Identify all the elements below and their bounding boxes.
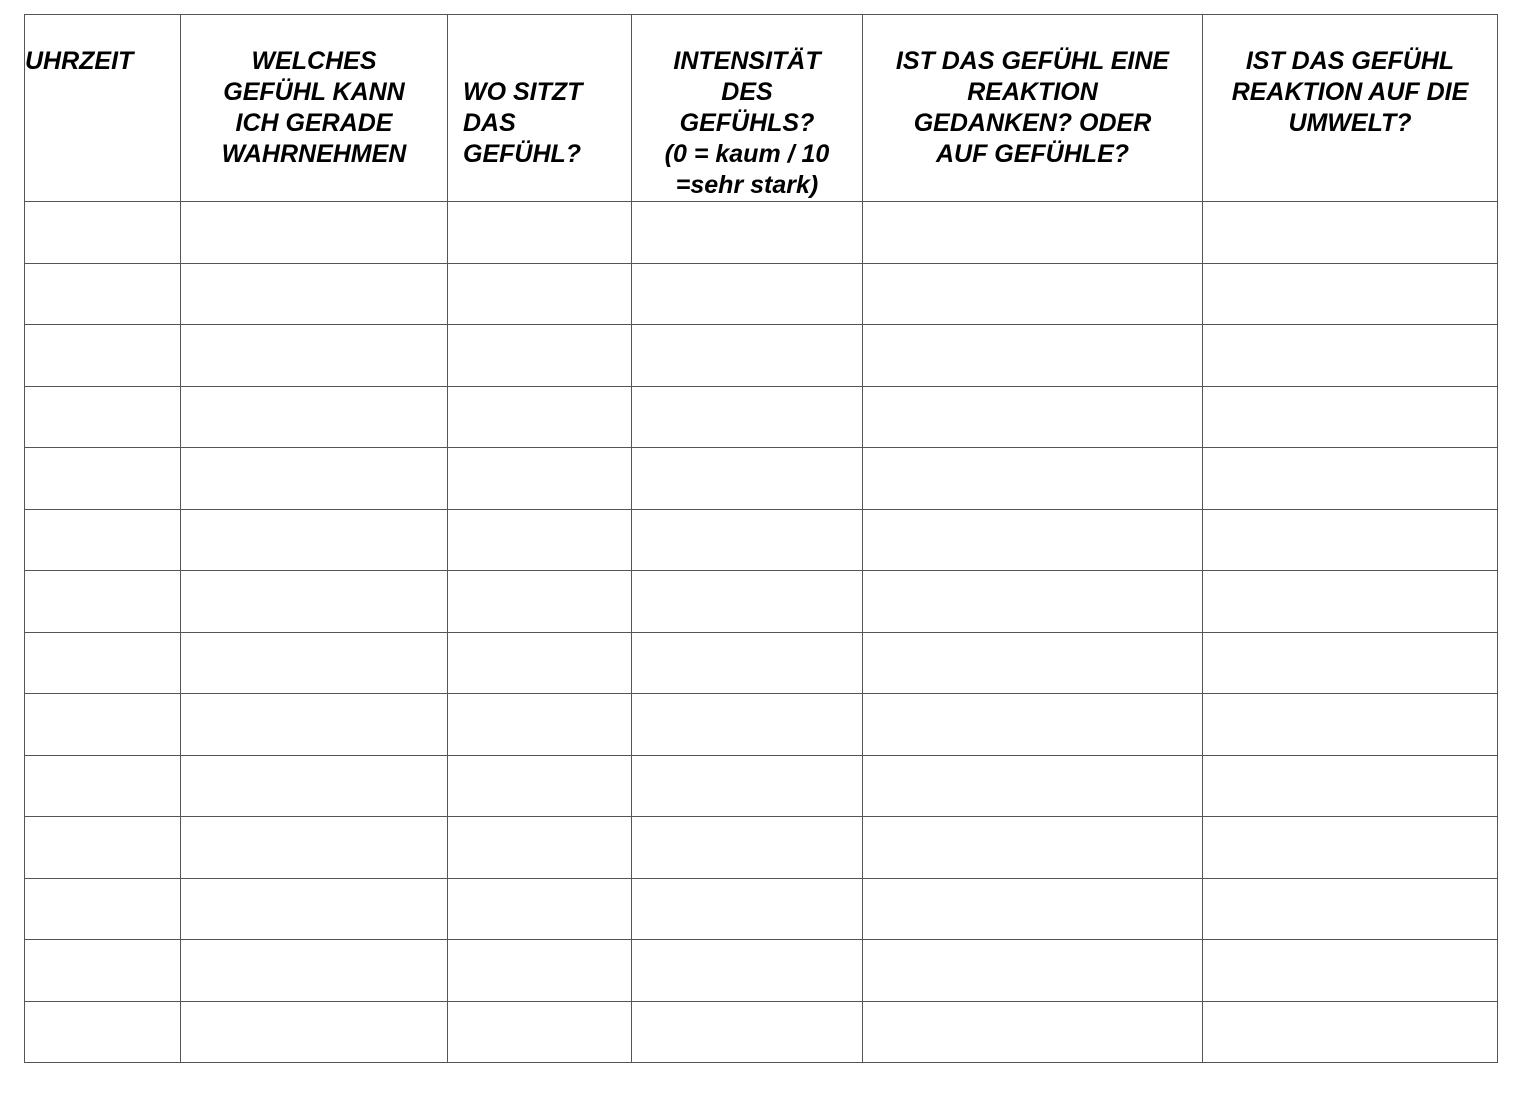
cell-reaktion-gedanken[interactable] (863, 878, 1203, 940)
cell-wo-sitzt[interactable] (448, 817, 632, 879)
cell-intensitaet[interactable] (632, 263, 863, 325)
header-uhrzeit (25, 15, 181, 202)
cell-intensitaet[interactable] (632, 694, 863, 756)
cell-wo-sitzt[interactable] (448, 325, 632, 387)
table-row (25, 817, 1498, 879)
cell-reaktion-umwelt[interactable] (1203, 1001, 1498, 1063)
cell-reaktion-gedanken[interactable] (863, 694, 1203, 756)
cell-reaktion-umwelt[interactable] (1203, 940, 1498, 1002)
cell-reaktion-umwelt[interactable] (1203, 817, 1498, 879)
cell-reaktion-gedanken[interactable] (863, 386, 1203, 448)
table-row (25, 386, 1498, 448)
emotion-tracking-table (24, 14, 1498, 1063)
cell-uhrzeit[interactable] (25, 755, 181, 817)
cell-intensitaet[interactable] (632, 386, 863, 448)
cell-reaktion-umwelt[interactable] (1203, 202, 1498, 264)
cell-intensitaet[interactable] (632, 632, 863, 694)
cell-wo-sitzt[interactable] (448, 386, 632, 448)
cell-welches-gefuehl[interactable] (181, 632, 448, 694)
table-body (25, 202, 1498, 1063)
header-reaktion-umwelt-label: IST DAS GEFÜHL REAKTION AUF DIE UMWELT? (1231, 47, 1469, 137)
cell-uhrzeit[interactable] (25, 940, 181, 1002)
cell-wo-sitzt[interactable] (448, 878, 632, 940)
header-reaktion-gedanken-label: IST DAS GEFÜHL EINE REAKTION GEDANKEN? ODER AUF GEFÜHLE? (895, 47, 1170, 168)
cell-welches-gefuehl[interactable] (181, 1001, 448, 1063)
table-row (25, 940, 1498, 1002)
cell-welches-gefuehl[interactable] (181, 571, 448, 633)
table-row (25, 448, 1498, 510)
header-wo-sitzt-label: WO SITZT DAS GEFÜHL? (463, 78, 583, 168)
cell-welches-gefuehl[interactable] (181, 940, 448, 1002)
cell-uhrzeit[interactable] (25, 878, 181, 940)
cell-reaktion-gedanken[interactable] (863, 202, 1203, 264)
cell-intensitaet[interactable] (632, 448, 863, 510)
cell-wo-sitzt[interactable] (448, 509, 632, 571)
cell-uhrzeit[interactable] (25, 509, 181, 571)
cell-uhrzeit[interactable] (25, 694, 181, 756)
cell-uhrzeit[interactable] (25, 1001, 181, 1063)
cell-welches-gefuehl[interactable] (181, 755, 448, 817)
cell-wo-sitzt[interactable] (448, 694, 632, 756)
table-row (25, 878, 1498, 940)
cell-uhrzeit[interactable] (25, 263, 181, 325)
cell-intensitaet[interactable] (632, 202, 863, 264)
cell-uhrzeit[interactable] (25, 386, 181, 448)
cell-uhrzeit[interactable] (25, 202, 181, 264)
cell-reaktion-umwelt[interactable] (1203, 755, 1498, 817)
cell-reaktion-gedanken[interactable] (863, 325, 1203, 387)
table-row (25, 325, 1498, 387)
cell-uhrzeit[interactable] (25, 571, 181, 633)
cell-reaktion-gedanken[interactable] (863, 817, 1203, 879)
cell-reaktion-gedanken[interactable] (863, 571, 1203, 633)
cell-intensitaet[interactable] (632, 1001, 863, 1063)
header-welches-gefuehl-label: WELCHES GEFÜHL KANN ICH GERADE WAHRNEHMEN (221, 47, 407, 168)
cell-wo-sitzt[interactable] (448, 1001, 632, 1063)
cell-reaktion-umwelt[interactable] (1203, 632, 1498, 694)
cell-intensitaet[interactable] (632, 325, 863, 387)
cell-wo-sitzt[interactable] (448, 202, 632, 264)
cell-reaktion-gedanken[interactable] (863, 632, 1203, 694)
cell-intensitaet[interactable] (632, 878, 863, 940)
header-intensitaet-label: INTENSITÄT DES GEFÜHLS? (0 = kaum / 10 =sehr stark) (664, 47, 830, 199)
cell-wo-sitzt[interactable] (448, 571, 632, 633)
cell-wo-sitzt[interactable] (448, 448, 632, 510)
cell-reaktion-gedanken[interactable] (863, 1001, 1203, 1063)
cell-reaktion-umwelt[interactable] (1203, 325, 1498, 387)
cell-wo-sitzt[interactable] (448, 755, 632, 817)
table-row (25, 755, 1498, 817)
cell-welches-gefuehl[interactable] (181, 263, 448, 325)
cell-reaktion-umwelt[interactable] (1203, 571, 1498, 633)
cell-reaktion-umwelt[interactable] (1203, 263, 1498, 325)
table-row (25, 1001, 1498, 1063)
table-row (25, 694, 1498, 756)
cell-uhrzeit[interactable] (25, 817, 181, 879)
cell-reaktion-gedanken[interactable] (863, 509, 1203, 571)
cell-intensitaet[interactable] (632, 817, 863, 879)
cell-uhrzeit[interactable] (25, 632, 181, 694)
cell-intensitaet[interactable] (632, 509, 863, 571)
cell-uhrzeit[interactable] (25, 325, 181, 387)
table-row (25, 632, 1498, 694)
cell-reaktion-gedanken[interactable] (863, 940, 1203, 1002)
cell-welches-gefuehl[interactable] (181, 817, 448, 879)
cell-wo-sitzt[interactable] (448, 632, 632, 694)
cell-welches-gefuehl[interactable] (181, 694, 448, 756)
header-wo-sitzt (448, 15, 632, 202)
table-row (25, 263, 1498, 325)
cell-wo-sitzt[interactable] (448, 940, 632, 1002)
cell-welches-gefuehl[interactable] (181, 448, 448, 510)
header-welches-gefuehl (181, 15, 448, 202)
header-row (25, 15, 1498, 202)
cell-uhrzeit[interactable] (25, 448, 181, 510)
cell-reaktion-gedanken[interactable] (863, 755, 1203, 817)
cell-reaktion-gedanken[interactable] (863, 448, 1203, 510)
cell-reaktion-umwelt[interactable] (1203, 878, 1498, 940)
cell-reaktion-umwelt[interactable] (1203, 386, 1498, 448)
cell-welches-gefuehl[interactable] (181, 878, 448, 940)
cell-wo-sitzt[interactable] (448, 263, 632, 325)
header-intensitaet (632, 15, 863, 202)
cell-welches-gefuehl[interactable] (181, 509, 448, 571)
cell-welches-gefuehl[interactable] (181, 325, 448, 387)
table-row (25, 509, 1498, 571)
cell-reaktion-umwelt[interactable] (1203, 509, 1498, 571)
cell-intensitaet[interactable] (632, 571, 863, 633)
cell-welches-gefuehl[interactable] (181, 202, 448, 264)
header-reaktion-umwelt (1203, 15, 1498, 202)
header-uhrzeit-label: UHRZEIT (25, 47, 134, 75)
header-reaktion-gedanken (863, 15, 1203, 202)
cell-reaktion-umwelt[interactable] (1203, 694, 1498, 756)
table-row (25, 202, 1498, 264)
cell-intensitaet[interactable] (632, 940, 863, 1002)
cell-welches-gefuehl[interactable] (181, 386, 448, 448)
table-row (25, 571, 1498, 633)
cell-intensitaet[interactable] (632, 755, 863, 817)
cell-reaktion-umwelt[interactable] (1203, 448, 1498, 510)
cell-reaktion-gedanken[interactable] (863, 263, 1203, 325)
